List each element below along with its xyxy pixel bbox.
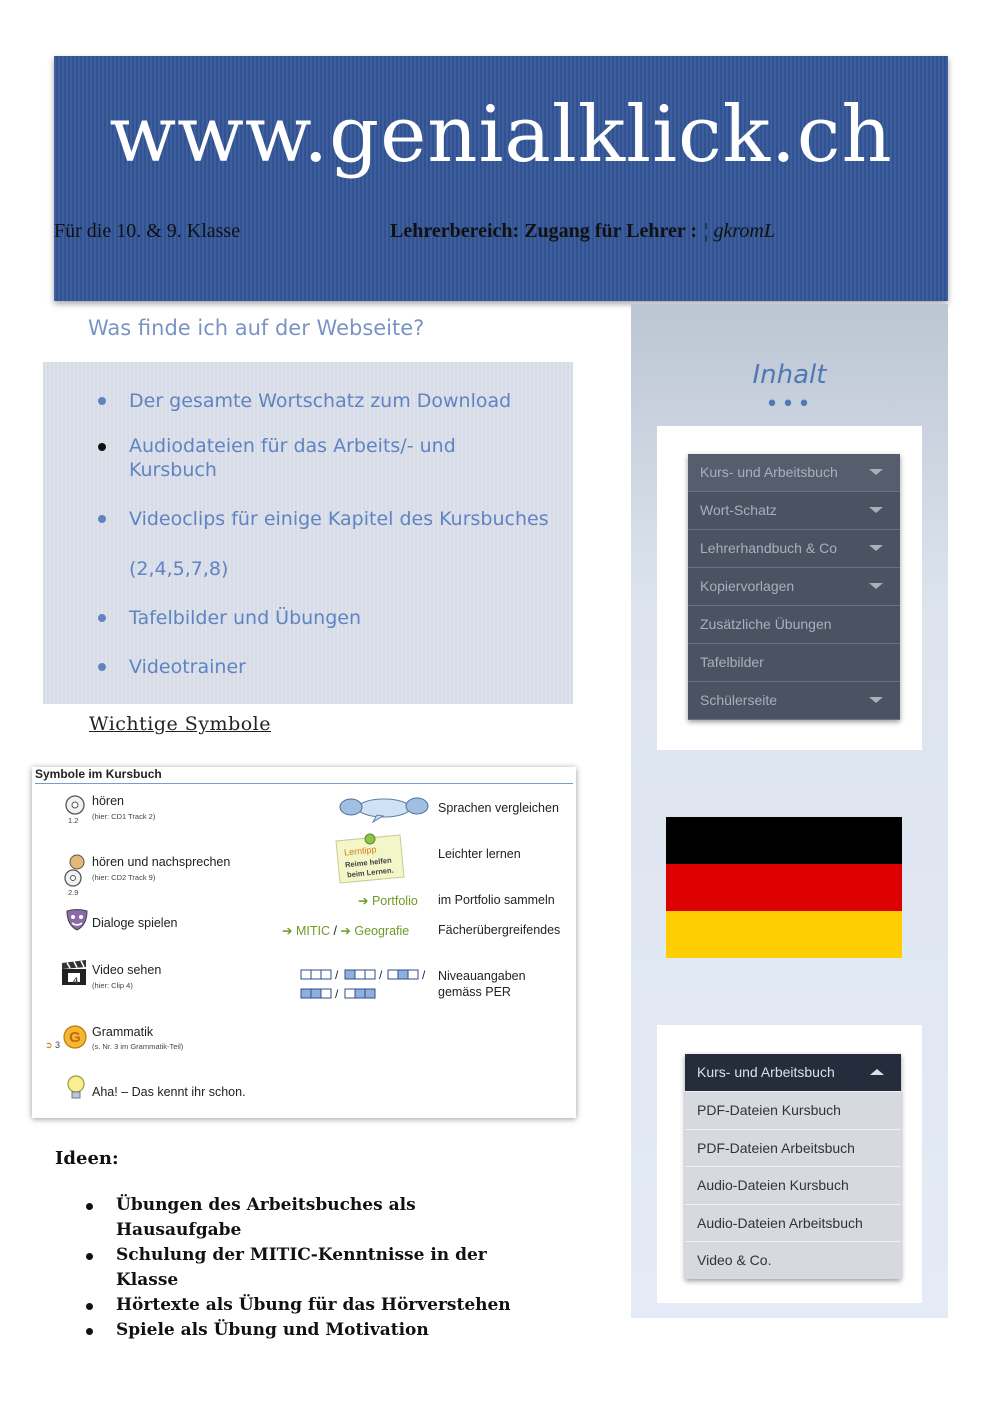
symbol-label-video: Video sehen [92, 963, 162, 977]
lerntipp-line: Reime helfen [344, 855, 393, 870]
symbol-label-leichter: Leichter lernen [438, 847, 521, 861]
symbol-label-aha: Aha! – Das kennt ihr schon. [92, 1085, 246, 1099]
menu-item[interactable] [688, 644, 900, 682]
bullet-icon [98, 663, 106, 671]
symbol-label-faecher: Fächerübergreifendes [438, 923, 561, 937]
bullet-icon [98, 515, 106, 523]
header-banner [54, 56, 948, 301]
feature-item: Der gesamte Wortschatz zum Download [129, 390, 512, 412]
site-title[interactable]: www.genialklick.ch [109, 90, 893, 180]
sidebar-title: Inhalt [752, 360, 827, 390]
mitic-tag: ➔ MITIC / ➔ Geografie [282, 924, 410, 938]
arrow-right-icon: ➔ [358, 894, 372, 908]
track-number: 1.2 [68, 816, 79, 825]
symbols-panel-title: Symbole im Kursbuch [35, 767, 573, 784]
submenu-screenshot [657, 1025, 922, 1303]
symbol-label-dialoge: Dialoge spielen [92, 916, 178, 930]
lerntipp-line: beim Lernen. [346, 865, 395, 880]
menu-item-label: Lehrerhandbuch & Co [700, 540, 837, 556]
svg-text:/: / [379, 968, 383, 982]
track-number: 2.9 [68, 888, 79, 897]
menu-item[interactable] [688, 606, 900, 644]
idea-item: Spiele als Übung und Motivation [116, 1320, 429, 1340]
chevron-up-icon [870, 1069, 884, 1075]
chevron-down-icon [869, 583, 883, 589]
bullet-icon [86, 1328, 93, 1335]
flag-stripe [666, 911, 902, 958]
symbol-label-grammatik: Grammatik [92, 1025, 154, 1039]
menu-item[interactable] [688, 530, 900, 568]
portfolio-tag-label: Portfolio [371, 894, 418, 908]
mitic-tag-label: MITIC [295, 924, 330, 938]
svg-text:/: / [335, 968, 339, 982]
idea-item: Hausaufgabe [116, 1220, 242, 1240]
ideas-title: Ideen: [55, 1148, 119, 1169]
teacher-access [390, 220, 775, 243]
submenu-item[interactable]: Video & Co. [685, 1241, 901, 1279]
bullet-icon [98, 397, 106, 405]
symbol-label-sprachen: Sprachen vergleichen [438, 801, 559, 815]
grammar-g-icon [62, 1024, 88, 1050]
flag-stripe [666, 817, 902, 864]
svg-text:/: / [422, 968, 426, 982]
lerntipp-title: Lerntipp [343, 844, 377, 858]
svg-text:/: / [335, 987, 339, 1001]
submenu [685, 1054, 901, 1279]
lightbulb-icon [64, 1073, 88, 1103]
menu-screenshot [657, 426, 922, 750]
menu-item-label: Wort-Schatz [700, 502, 777, 518]
symbol-label-niveau: Niveauangaben [438, 969, 526, 983]
german-flag [666, 817, 902, 958]
menu-item[interactable] [688, 492, 900, 530]
content-sidebar [631, 304, 948, 1318]
cd-icon [64, 794, 86, 816]
bullet-icon [98, 443, 106, 451]
menu-item-label: Tafelbilder [700, 654, 764, 670]
symbols-title: Wichtige Symbole [89, 713, 271, 735]
feature-item: Tafelbilder und Übungen [129, 607, 362, 629]
chevron-down-icon [869, 697, 883, 703]
submenu-header[interactable] [685, 1054, 901, 1091]
clip-number: 4 [73, 976, 79, 986]
chevron-down-icon [869, 469, 883, 475]
feature-item: Kursbuch [129, 459, 217, 481]
submenu-item[interactable]: Audio-Dateien Kursbuch [685, 1166, 901, 1204]
class-text: Für die 10. & 9. Klasse [54, 220, 241, 242]
symbol-label-portfolio: im Portfolio sammeln [438, 893, 555, 907]
menu-item[interactable] [688, 454, 900, 492]
symbol-sub: (hier: CD2 Track 9) [92, 873, 156, 882]
teacher-code: ¦ gkromL [703, 220, 775, 242]
chevron-down-icon [869, 545, 883, 551]
arrow-icon: ➲ [45, 1040, 53, 1050]
menu-item[interactable] [688, 682, 900, 720]
symbol-label-hoeren: hören [92, 794, 124, 808]
symbol-sub: (hier: CD1 Track 2) [92, 812, 156, 821]
bullet-icon [98, 614, 106, 622]
features-title: Was finde ich auf der Webseite? [88, 316, 425, 340]
submenu-item[interactable]: Audio-Dateien Arbeitsbuch [685, 1204, 901, 1242]
main-menu [688, 454, 900, 720]
grammar-number: 3 [55, 1040, 61, 1050]
submenu-item[interactable]: PDF-Dateien Kursbuch [685, 1091, 901, 1129]
teacher-label: Lehrerbereich: Zugang für Lehrer : [390, 220, 698, 242]
arrow-right-icon: ➔ [340, 924, 355, 938]
symbol-sub: (hier: Clip 4) [92, 981, 133, 990]
submenu-header-label: Kurs- und Arbeitsbuch [697, 1064, 835, 1080]
menu-item[interactable] [688, 568, 900, 606]
arrow-right-icon: ➔ [282, 924, 296, 938]
bullet-icon [86, 1203, 93, 1210]
submenu-item[interactable]: PDF-Dateien Arbeitsbuch [685, 1129, 901, 1167]
features-box [43, 362, 573, 704]
symbol-label-nachsprechen: hören und nachsprechen [92, 855, 231, 869]
menu-item-label: Kopiervorlagen [700, 578, 795, 594]
symbol-label-niveau-2: gemäss PER [438, 985, 511, 999]
feature-item: Videotrainer [129, 656, 246, 678]
flag-stripe [666, 864, 902, 911]
menu-item-label: Zusätzliche Übungen [700, 616, 832, 632]
idea-item: Klasse [116, 1270, 179, 1290]
menu-item-label: Schülerseite [700, 692, 778, 708]
menu-item-label: Kurs- und Arbeitsbuch [700, 464, 838, 480]
portfolio-tag [358, 893, 418, 908]
feature-item: Audiodateien für das Arbeits/- und [129, 435, 456, 457]
idea-item: Schulung der MITIC-Kenntnisse in der [116, 1245, 487, 1265]
dots-icon: ••• [765, 392, 814, 417]
feature-item: Videoclips für einige Kapitel des Kursbuches [129, 508, 549, 530]
idea-item: Übungen des Arbeitsbuches als [116, 1195, 416, 1215]
speaking-cd-icon [62, 853, 88, 887]
geografie-tag-label: Geografie [354, 924, 410, 938]
theater-mask-icon [64, 908, 90, 932]
symbol-sub: (s. Nr. 3 im Grammatik-Teil) [92, 1042, 184, 1051]
bullet-icon [86, 1303, 93, 1310]
level-indicator-icon [300, 967, 430, 1003]
bullet-icon [86, 1253, 93, 1260]
idea-item: Hörtexte als Übung für das Hörverstehen [116, 1295, 511, 1315]
chevron-down-icon [869, 507, 883, 513]
submenu-items [685, 1091, 901, 1279]
svg-text:G: G [69, 1029, 81, 1046]
feature-item: (2,4,5,7,8) [129, 558, 229, 580]
symbols-panel [32, 767, 576, 1118]
language-compare-icon [337, 795, 431, 823]
